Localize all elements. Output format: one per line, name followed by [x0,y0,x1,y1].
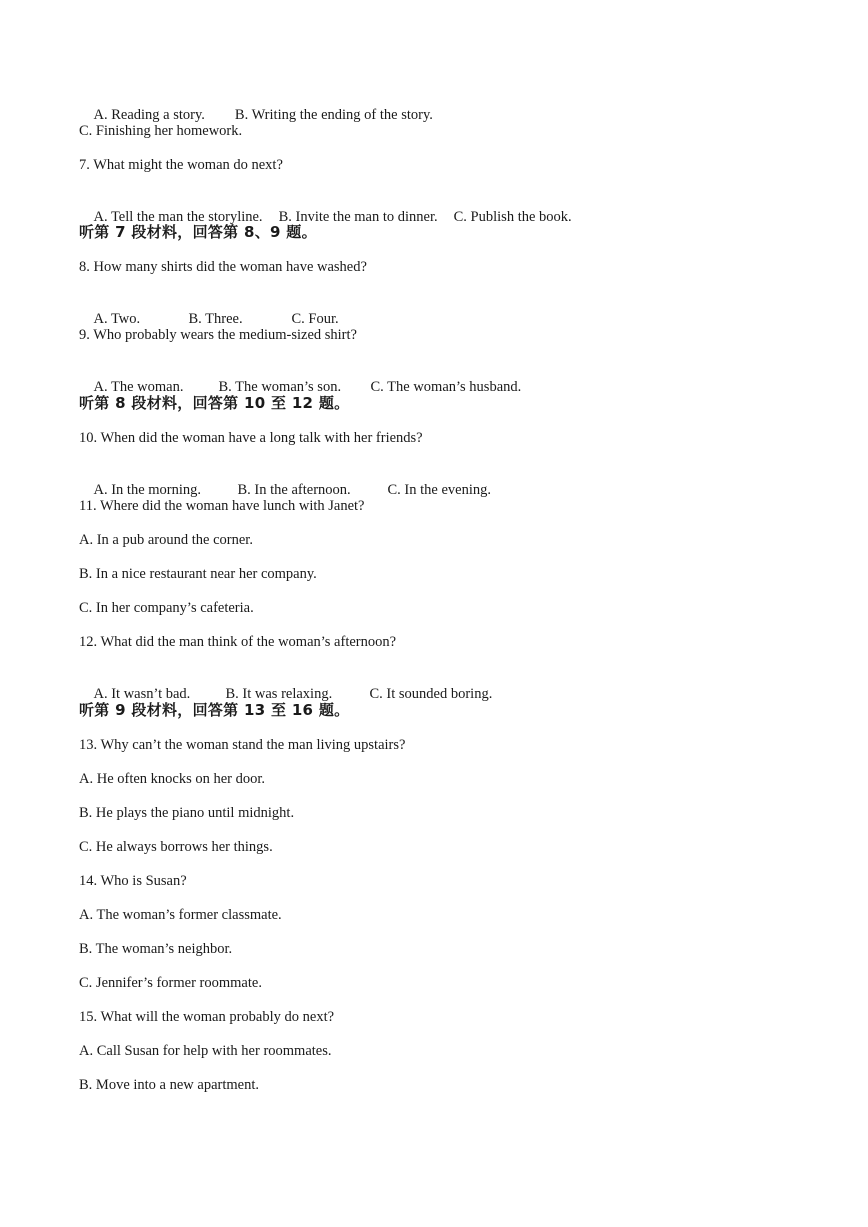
option-b: B. Three. [188,311,243,327]
option-b: B. Invite the man to dinner. [278,209,438,225]
option-c: C. Four. [291,311,339,327]
option-a: A. Tell the man the storyline. [93,209,263,225]
q11-option-b: B. In a nice restaurant near her company. [79,566,317,582]
option-a: A. In the morning. [93,482,202,498]
question-9: 9. Who probably wears the medium-sized shirt? [79,327,357,343]
option-a: A. Reading a story. [93,107,205,123]
question-11: 11. Where did the woman have lunch with Janet? [79,498,365,514]
option-a: A. The woman. [93,379,184,395]
section-heading-8: 听第 8 段材料，回答第 10 至 12 题。 [79,394,350,412]
q13-option-a: A. He often knocks on her door. [79,771,266,787]
question-12: 12. What did the man think of the woman’s afternoon? [79,634,397,650]
option-a: A. Two. [93,311,141,327]
option-b: B. In the afternoon. [237,482,351,498]
option-c: C. In the evening. [387,482,491,498]
option-b: B. The woman’s son. [218,379,342,395]
q11-option-a: A. In a pub around the corner. [79,532,253,548]
option-c: C. It sounded boring. [369,686,493,702]
q15-option-a: A. Call Susan for help with her roommates. [79,1043,332,1059]
question-8: 8. How many shirts did the woman have washed? [79,259,367,275]
question-15: 15. What will the woman probably do next? [79,1009,335,1025]
q13-option-b: B. He plays the piano until midnight. [79,805,295,821]
section-heading-9: 听第 9 段材料，回答第 13 至 16 题。 [79,701,350,719]
question-10: 10. When did the woman have a long talk with her friends? [79,430,423,446]
option-a: A. It wasn’t bad. [93,686,191,702]
section-heading-7: 听第 7 段材料，回答第 8、9 题。 [79,223,317,241]
option-b: B. It was relaxing. [225,686,333,702]
q6-option-c: C. Finishing her homework. [79,123,243,139]
q14-option-a: A. The woman’s former classmate. [79,907,282,923]
q11-option-c: C. In her company’s cafeteria. [79,600,254,616]
q14-option-b: B. The woman’s neighbor. [79,941,233,957]
option-c: C. Publish the book. [453,209,572,225]
q14-option-c: C. Jennifer’s former roommate. [79,975,262,991]
question-13: 13. Why can’t the woman stand the man living upstairs? [79,737,406,753]
option-b: B. Writing the ending of the story. [234,107,433,123]
q13-option-c: C. He always borrows her things. [79,839,273,855]
q15-option-b: B. Move into a new apartment. [79,1077,259,1093]
option-c: C. The woman’s husband. [370,379,522,395]
question-14: 14. Who is Susan? [79,873,187,889]
question-7: 7. What might the woman do next? [79,157,283,173]
